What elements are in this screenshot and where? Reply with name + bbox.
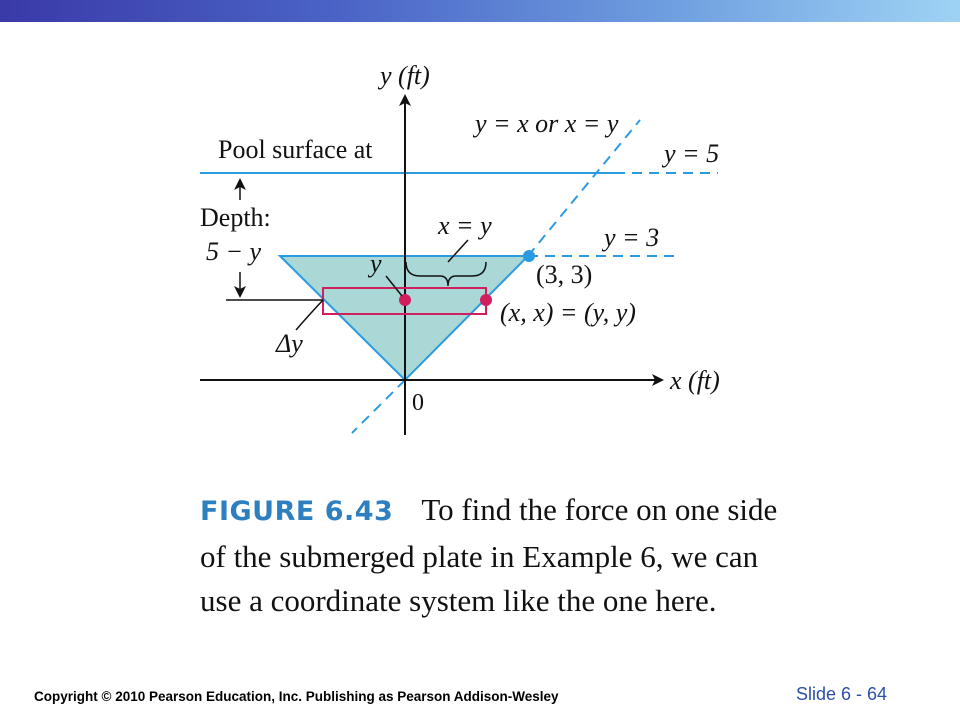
- strip-point-left: [399, 294, 411, 306]
- brace-label: x = y: [438, 211, 492, 240]
- figure-caption: [200, 488, 790, 624]
- point-xx-label: (x, x) = (y, y): [500, 298, 636, 327]
- figure-label: FIGURE 6.43: [200, 496, 394, 527]
- depth-label: Depth:: [200, 203, 271, 232]
- y-axis-label: y (ft): [380, 61, 430, 90]
- surface-label: Pool surface at: [218, 135, 373, 164]
- origin-label: 0: [412, 390, 424, 416]
- x-axis-label: x (ft): [670, 366, 720, 395]
- delta-y-label: Δy: [276, 329, 303, 358]
- point-3-3: [523, 250, 535, 262]
- delta-y-leader: [296, 300, 323, 330]
- strip-point-right: [480, 294, 492, 306]
- caption-text: To find the force on one side of the submerged plate in Example 6, we can use a coordinate system like the one here.: [200, 492, 778, 618]
- point-33-label: (3, 3): [536, 260, 593, 289]
- strip-y-label: y: [370, 249, 382, 278]
- y5-label: y = 5: [664, 139, 720, 168]
- copyright-text: Copyright © 2010 Pearson Education, Inc. Publishing as Pearson Addison-Wesley: [34, 689, 559, 704]
- yx-line-lower: [352, 380, 405, 433]
- line-yx-label: y = x or x = y: [475, 109, 619, 138]
- y3-label: y = 3: [604, 223, 660, 252]
- depth-expr: 5 − y: [206, 237, 262, 266]
- slide-number: Slide 6 - 64: [796, 684, 888, 704]
